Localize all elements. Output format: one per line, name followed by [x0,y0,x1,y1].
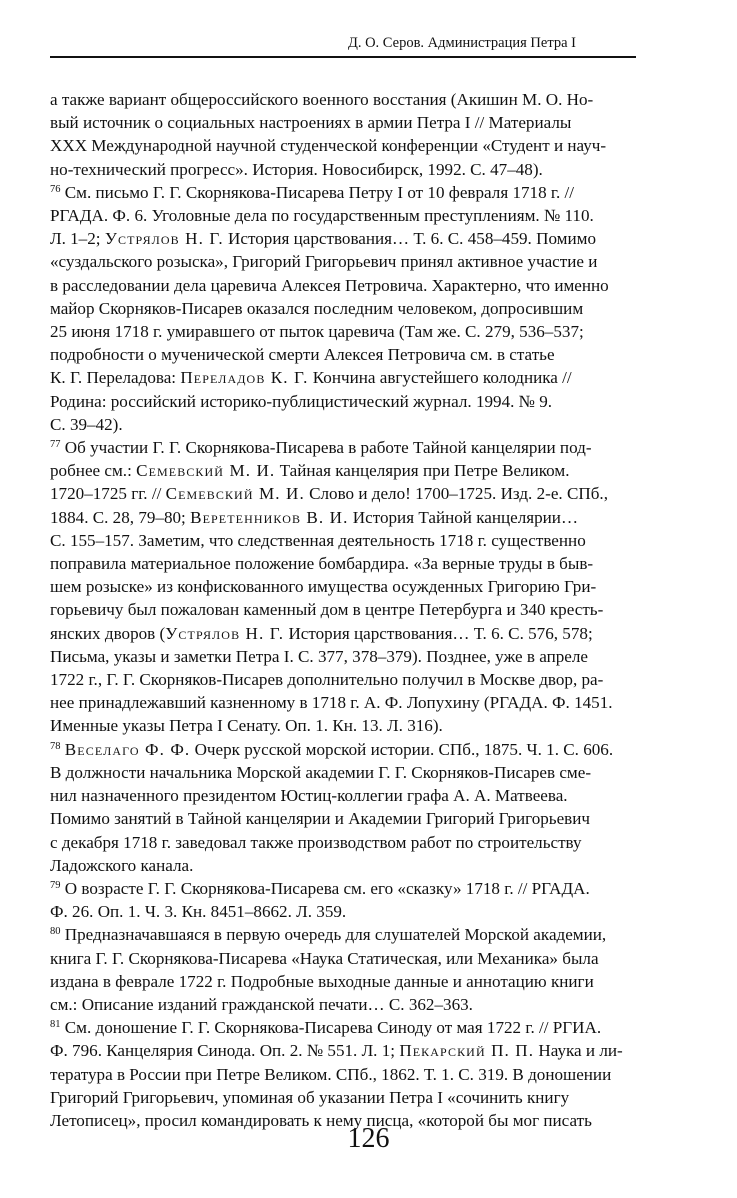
text-line [50,877,640,900]
text-run: История царствования… Т. 6. С. 458–459. Помимо [223,229,596,249]
text-line [50,158,640,181]
footnote-number: 81 [50,1019,61,1031]
text-run: 1720–1725 гг. // [50,484,166,504]
author-name: Семевский М. И. [165,484,305,504]
text-line [50,390,640,413]
footnote-number: 79 [50,879,61,891]
author-name: Устрялов Н. Г. [165,623,285,643]
text-run: Очерк русской морской истории. СПб., 1875. Ч. 1. С. 606. [190,739,614,759]
text-line [50,854,640,877]
text-run: в расследовании дела царевича Алексея Петровича. Характерно, что именно [50,275,609,295]
text-line [50,343,640,366]
text-line [50,1039,640,1062]
text-line [50,459,640,482]
text-run: Родина: российский историко-публицистический журнал. 1994. № 9. [50,391,553,411]
text-line [50,598,640,621]
text-run: Тайная канцелярия при Петре Великом. [275,461,570,481]
text-line [50,204,640,227]
text-line [50,691,640,714]
text-line [50,134,640,157]
text-line [50,761,640,784]
text-run: вый источник о социальных настроениях в армии Петра I // Материалы [50,113,572,133]
text-run: Ф. 796. Канцелярия Синода. Оп. 2. № 551. Л. 1; [50,1041,400,1061]
text-line [50,900,640,923]
author-name: Устрялов Н. Г. [104,229,224,249]
text-line [50,250,640,273]
text-run: горьевичу был пожалован каменный дом в центре Петербурга и 340 кресть- [50,600,604,620]
text-run: нил назначенного президентом Юстиц-коллегии графа А. А. Матвеева. [50,786,568,806]
text-line [50,552,640,575]
text-run: янских дворов ( [50,623,166,643]
text-line [50,111,640,134]
text-run: См. доношение Г. Г. Скорнякова-Писарева Синоду от мая 1722 г. // РГИА. [60,1018,602,1038]
text-run: Письма, указы и заметки Петра I. С. 377, 378–379). Позднее, уже в апреле [50,646,588,666]
footnote-number: 80 [50,926,61,938]
text-run: Предназначавшаяся в первую очередь для слушателей Морской академии, [60,925,607,945]
text-line [50,714,640,737]
author-name: Веретенников В. И. [190,507,349,527]
text-line [50,181,640,204]
text-run: РГАДА. Ф. 6. Уголовные дела по государственным преступлениям. № 110. [50,206,594,226]
text-run: Григорий Григорьевич, упоминая об указании Петра I «сочинить книгу [50,1087,570,1107]
page-number: 126 [347,1123,390,1154]
text-run: нее принадлежавший казненному в 1718 г. А. Ф. Лопухину (РГАДА. Ф. 1451. [50,693,613,713]
author-name: Пекарский П. П. [399,1041,535,1061]
text-line [50,831,640,854]
author-name: Семевский М. И. [136,461,276,481]
text-line [50,784,640,807]
text-run: 1884. С. 28, 79–80; [50,507,191,527]
text-run: Слово и дело! 1700–1725. Изд. 2-е. СПб., [304,484,608,504]
text-run: Наука и ли- [534,1041,623,1061]
text-line [50,366,640,389]
text-run: К. Г. Переладова: [50,368,181,388]
text-run: См. письмо Г. Г. Скорнякова-Писарева Петру I от 10 февраля 1718 г. // [60,182,575,202]
footnote-number: 77 [50,439,61,451]
text-run: В должности начальника Морской академии Г. Г. Скорняков-Писарев сме- [50,762,592,782]
text-run: Летописец», просил командировать к нему писца, «которой бы мог писать [50,1110,592,1130]
text-line [50,88,640,111]
text-run: издана в феврале 1722 г. Подробные выходные данные и аннотацию книги [50,971,594,991]
text-run: Именные указы Петра I Сенату. Оп. 1. Кн. 13. Л. 316). [50,716,443,736]
text-run: С. 39–42). [50,414,123,434]
text-run: см.: Описание изданий гражданской печати… С. 362–363. [50,994,473,1014]
text-line [50,413,640,436]
text-line [50,529,640,552]
text-run: робнее см.: [50,461,137,481]
text-line [50,738,640,761]
text-run: тература в России при Петре Великом. СПб., 1862. Т. 1. С. 319. В доношении [50,1064,612,1084]
text-run: О возрасте Г. Г. Скорнякова-Писарева см. его «сказку» 1718 г. // РГАДА. [60,878,590,898]
text-run: История царствования… Т. 6. С. 576, 578; [284,623,593,643]
footnote-number: 76 [50,183,61,195]
text-run: но-технический прогресс». История. Новосибирск, 1992. С. 47–48). [50,159,543,179]
text-line [50,923,640,946]
text-run: поправила материальное положение бомбардира. «За верные труды в быв- [50,554,594,574]
text-line [50,482,640,505]
text-line [50,1016,640,1039]
text-run: 25 июня 1718 г. умиравшего от пыток царевича (Там же. С. 279, 536–537; [50,322,584,342]
text-line [50,993,640,1016]
text-run: шем розыске» из конфискованного имущества осужденных Григорию Гри- [50,577,597,597]
text-run: С. 155–157. Заметим, что следственная деятельность 1718 г. существенно [50,530,586,550]
author-name: Переладов К. Г. [180,368,309,388]
text-run: Л. 1–2; [50,229,105,249]
author-name: Веселаго Ф. Ф. [64,739,191,759]
text-run: майор Скорняков-Писарев оказался последним человеком, допросившим [50,298,584,318]
text-run: «суздальского розыска», Григорий Григорьевич принял активное участие и [50,252,598,272]
text-line [50,274,640,297]
text-line [50,645,640,668]
running-head: Д. О. Серов. Администрация Петра I [347,35,576,51]
text-run: с декабря 1718 г. заведовал также производством работ по строительству [50,832,582,852]
text-run: Ладожского канала. [50,855,194,875]
text-line [50,947,640,970]
text-run: 1722 г., Г. Г. Скорняков-Писарев дополнительно получил в Москве двор, ра- [50,670,604,690]
text-line [50,668,640,691]
header-rule [50,56,636,58]
text-run: подробности о мученической смерти Алексея Петровича см. в статье [50,345,555,365]
text-line [50,297,640,320]
text-run: XXX Международной научной студенческой конференции «Студент и науч- [50,136,607,156]
text-line [50,807,640,830]
text-run: Ф. 26. Оп. 1. Ч. 3. Кн. 8451–8662. Л. 359. [50,902,347,922]
footnote-number: 78 [50,740,61,752]
text-run: Об участии Г. Г. Скорнякова-Писарева в работе Тайной канцелярии под- [60,438,592,458]
text-line [50,436,640,459]
footnotes-text [50,88,640,1132]
text-line [50,227,640,250]
text-line [50,506,640,529]
text-line [50,970,640,993]
text-run: История Тайной канцелярии… [348,507,579,527]
text-line [50,1063,640,1086]
text-line [50,1086,640,1109]
text-run: книга Г. Г. Скорнякова-Писарева «Наука Статическая, или Механика» была [50,948,599,968]
text-line [50,575,640,598]
text-run: Помимо занятий в Тайной канцелярии и Академии Григорий Григорьевич [50,809,590,829]
text-line [50,622,640,645]
text-run: а также вариант общероссийского военного восстания (Акишин М. О. Но- [50,90,594,109]
text-line [50,320,640,343]
text-run: Кончина августейшего колодника // [308,368,572,388]
